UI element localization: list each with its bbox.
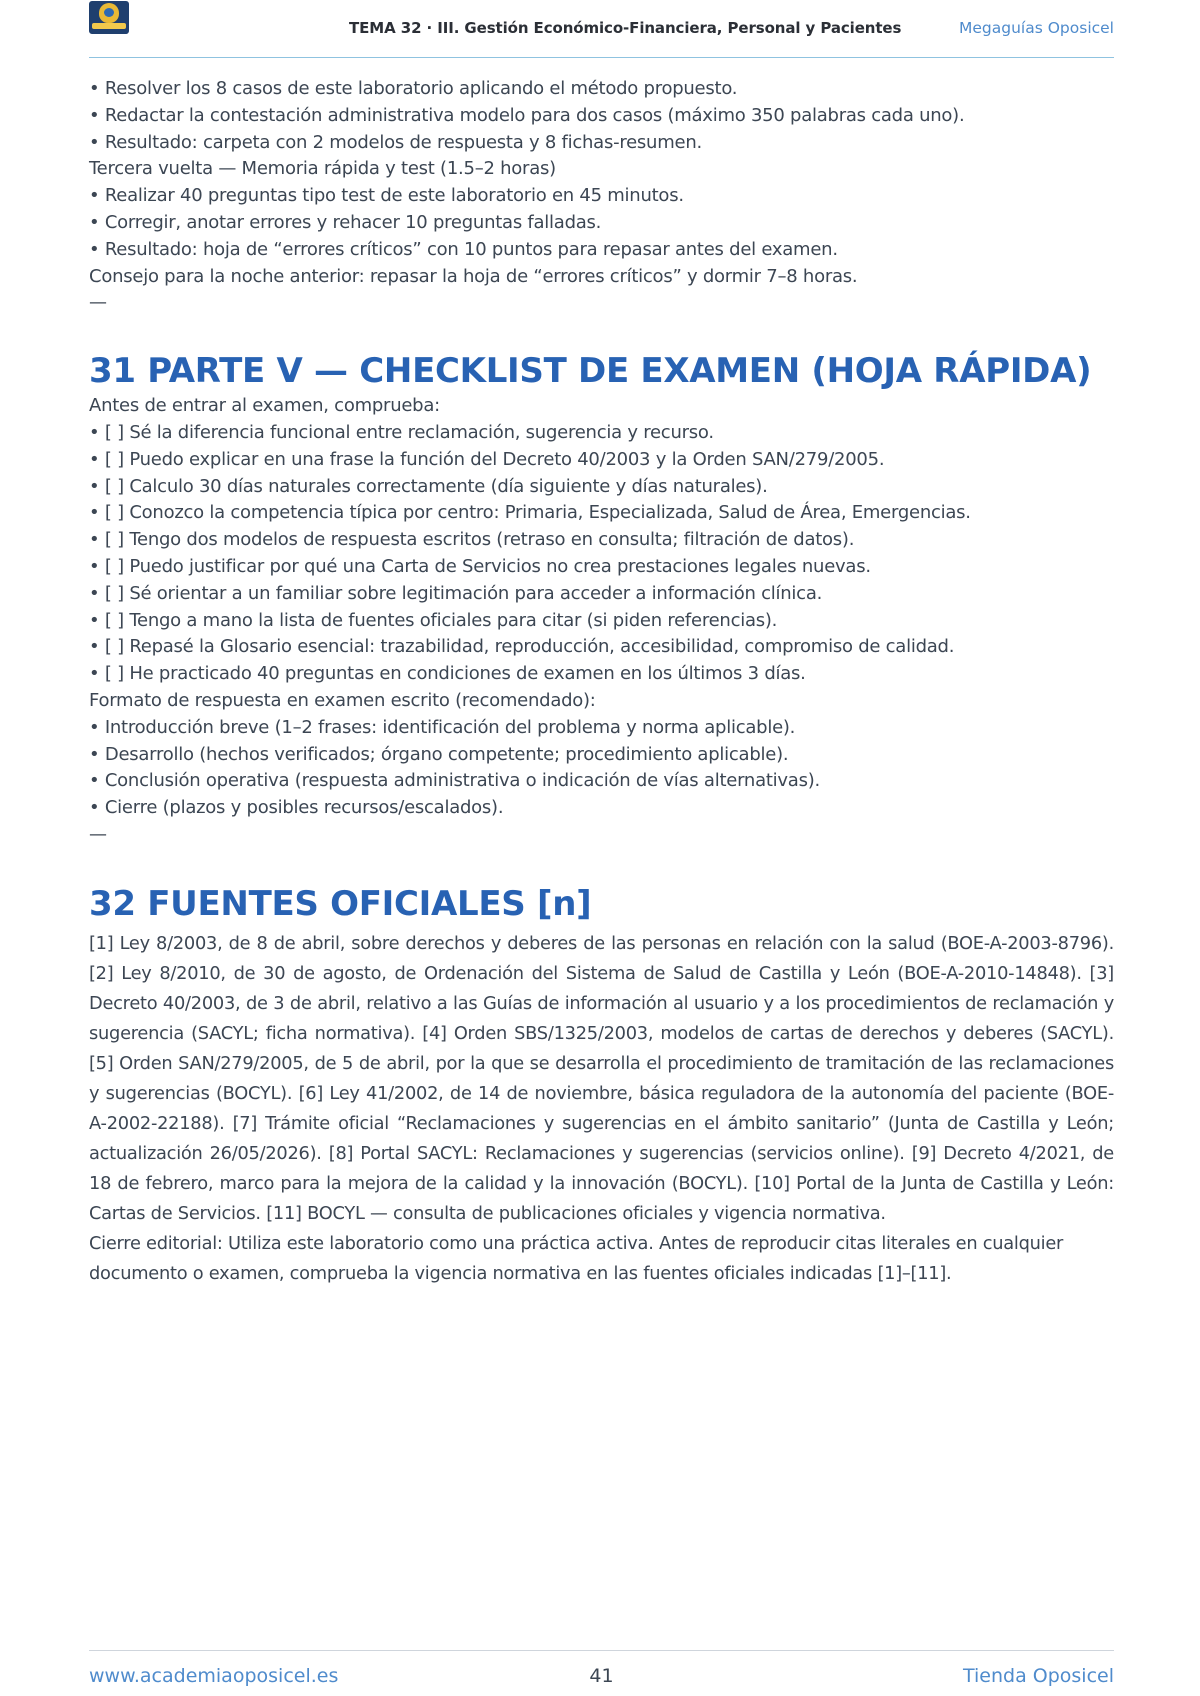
checklist-item: • [ ] Conozco la competencia típica por centro: Primaria, Especializada, Salud de Área, Emergencias. (89, 502, 971, 524)
intro-block (89, 76, 1114, 317)
checklist-item: • [ ] Repasé la Glosario esencial: trazabilidad, reproducción, accesibilidad, compromiso de calidad. (89, 636, 955, 658)
sources-paragraph: [1] Ley 8/2003, de 8 de abril, sobre derechos y deberes de las personas en relación con la salud (BOE-A-2003-8796). [2] Ley 8/2010, de 30 de agosto, de Ordenación del Sistema de Salud de Castilla y León (BOE-A-2010-14848). [3] Decreto 40/2003, de 3 de abril, relativo a las Guías de información al usuario y a los procedimientos de reclamación y sugerencia (SACYL; ficha normativa). [4] Orden SBS/1325/2003, modelos de cartas de derechos y deberes (SACYL). [5] Orden SAN/279/2005, de 5 de abril, por la que se desarrolla el procedimiento de tramitación de las reclamaciones y sugerencias (BOCYL). [6] Ley 41/2002, de 14 de noviembre, básica reguladora de la autonomía del paciente (BOE-A-2002-22188). [7] Trámite oficial “Reclamaciones y sugerencias en el ámbito sanitario” (Junta de Castilla y León; actualización 26/05/2026). [8] Portal SACYL: Reclamaciones y sugerencias (servicios online). [9] Decreto 4/2021, de 18 de febrero, marco para la mejora de la calidad y la innovación (BOCYL). [10] Portal de la Junta de Castilla y León: Cartas de Servicios. [11] BOCYL — consulta de publicaciones oficiales y vigencia normativa. (89, 932, 1114, 1224)
intro-line: • Resolver los 8 casos de este laboratorio aplicando el método propuesto. (89, 78, 738, 99)
logo-shield-icon (99, 3, 119, 23)
checklist-item: • [ ] Calculo 30 días naturales correctamente (día siguiente y días naturales). (89, 475, 768, 497)
intro-line: • Resultado: carpeta con 2 modelos de respuesta y 8 fichas-resumen. (89, 131, 702, 153)
page-footer (89, 1650, 1114, 1691)
section-31-heading: 31 PARTE V — CHECKLIST DE EXAMEN (HOJA RÁPIDA) (89, 351, 1092, 392)
checklist-item: • [ ] Sé orientar a un familiar sobre legitimación para acceder a información clínica. (89, 582, 823, 604)
section-32-heading: 32 FUENTES OFICIALES [n] (89, 883, 592, 924)
checklist-item: • [ ] Sé la diferencia funcional entre reclamación, sugerencia y recurso. (89, 421, 714, 443)
header-brand: Megaguías Oposicel (959, 19, 1114, 37)
format-item: • Cierre (plazos y posibles recursos/escalados). (89, 797, 504, 819)
intro-line: • Resultado: hoja de “errores críticos” con 10 puntos para repasar antes del examen. (89, 238, 838, 260)
checklist-item: • [ ] Tengo a mano la lista de fuentes oficiales para citar (si piden referencias). (89, 609, 778, 631)
section-divider: — (89, 292, 107, 314)
page-number: 41 (589, 1665, 614, 1687)
intro-line: • Redactar la contestación administrativa modelo para dos casos (máximo 350 palabras cada uno). (89, 104, 965, 126)
intro-line: Tercera vuelta — Memoria rápida y test (1.5–2 horas) (89, 158, 556, 180)
intro-line: Consejo para la noche anterior: repasar la hoja de “errores críticos” y dormir 7–8 horas. (89, 265, 858, 287)
website-link[interactable]: www.academiaoposicel.es (89, 1665, 339, 1687)
checklist-block (89, 393, 1114, 849)
format-item: • Desarrollo (hechos verificados; órgano competente; procedimiento aplicable). (89, 743, 789, 765)
intro-line: • Realizar 40 preguntas tipo test de este laboratorio en 45 minutos. (89, 185, 684, 207)
section-divider: — (89, 823, 107, 845)
page-content (89, 76, 1114, 1289)
checklist-item: • [ ] He practicado 40 preguntas en condiciones de examen en los últimos 3 días. (89, 663, 806, 685)
intro-line: • Corregir, anotar errores y rehacer 10 preguntas falladas. (89, 211, 602, 233)
header-title: TEMA 32 · III. Gestión Económico-Financiera, Personal y Pacientes (349, 19, 902, 37)
checklist-item: • [ ] Tengo dos modelos de respuesta escritos (retraso en consulta; filtración de datos). (89, 529, 855, 551)
editorial-closing: Cierre editorial: Utiliza este laboratorio como una práctica activa. Antes de reproducir citas literales en cualquier documento o examen, comprueba la vigencia normativa en las fuentes oficiales indicadas [1]–[11]. (89, 1232, 1064, 1284)
page-header (89, 0, 1114, 58)
format-intro: Formato de respuesta en examen escrito (recomendado): (89, 689, 596, 711)
oposicel-logo (89, 1, 129, 34)
format-item: • Introducción breve (1–2 frases: identificación del problema y norma aplicable). (89, 716, 796, 738)
logo-band (92, 23, 126, 29)
shop-link[interactable]: Tienda Oposicel (962, 1665, 1114, 1687)
checklist-item: • [ ] Puedo justificar por qué una Carta de Servicios no crea prestaciones legales nuevas. (89, 555, 871, 577)
checklist-intro: Antes de entrar al examen, comprueba: (89, 395, 440, 417)
format-item: • Conclusión operativa (respuesta administrativa o indicación de vías alternativas). (89, 770, 820, 792)
checklist-item: • [ ] Puedo explicar en una frase la función del Decreto 40/2003 y la Orden SAN/279/2005. (89, 448, 885, 470)
